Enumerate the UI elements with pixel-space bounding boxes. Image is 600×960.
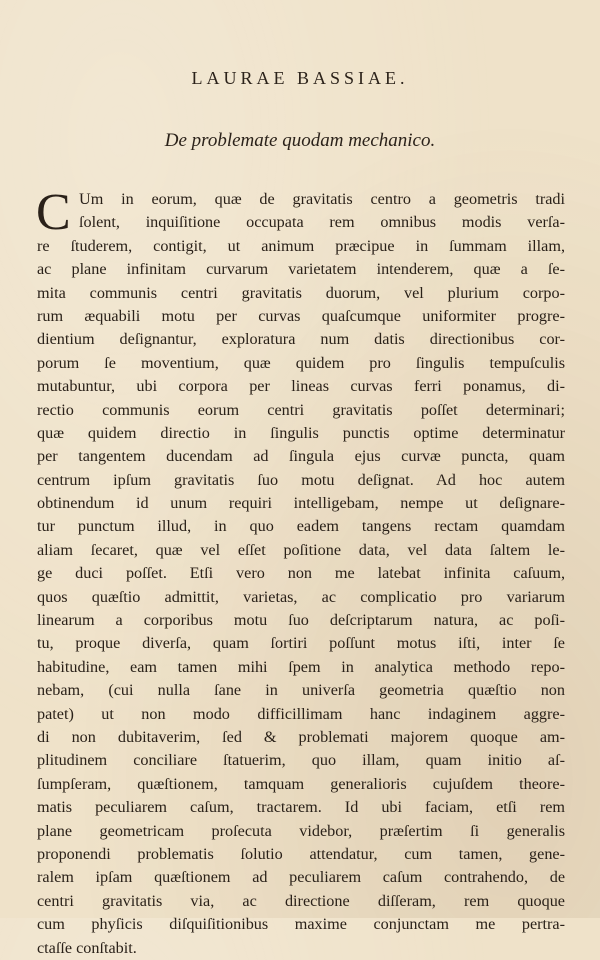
text-line: quæ quidem directio in ſingulis punctis optime determinatur xyxy=(37,423,565,442)
text-line: tur punctum illud, in quo eadem tangens rectam quamdam xyxy=(37,517,565,536)
text-line: rum æquabili motu per curvas quaſcumque uniformiter progre- xyxy=(37,306,565,325)
text-line: patet) ut non modo difficillimam hanc indaginem aggre- xyxy=(37,704,565,723)
text-line: per tangentem ducendam ad ſingula ejus curvæ puncta, quam xyxy=(37,447,565,466)
text-line: ctaſſe conſtabit. xyxy=(37,938,137,957)
text-line: plane geometricam proſecuta videbor, præſertim ſi generalis xyxy=(37,821,565,840)
text-line: rectio communis eorum centri gravitatis poſſet determinari; xyxy=(37,400,565,419)
text-line: mutabuntur, ubi corpora per lineas curvas ferri ponamus, di- xyxy=(37,377,565,396)
text-line: ſolent, inquiſitione occupata rem omnibus modis verſa- xyxy=(79,213,565,232)
text-line: mita communis centri gravitatis duorum, vel plurium corpo- xyxy=(37,283,565,302)
text-line: dientium deſignantur, exploratura num datis directionibus cor- xyxy=(37,330,565,349)
text-line: re ſtuderem, contigit, ut animum præcipue in ſummam illam, xyxy=(37,236,565,255)
text-line: ac plane infinitam curvarum varietatem intenderem, quæ a ſe- xyxy=(37,260,565,279)
text-line: ge duci poſſet. Etſi vero non me latebat infinita caſuum, xyxy=(37,564,565,583)
text-line: tu, proque diverſa, quam ſortiri poſſunt motus iſti, inter ſe xyxy=(37,634,565,653)
text-line: di non dubitaverim, ſed & problemati majorem quoque am- xyxy=(37,727,565,746)
text-line: Um in eorum, quæ de gravitatis centro a geometris tradi xyxy=(79,190,565,208)
text-line: porum ſe moventium, quæ quidem pro ſingulis tempuſculis xyxy=(37,353,565,372)
text-line: aliam ſecaret, quæ vel eſſet poſitione data, vel data ſaltem le- xyxy=(37,540,565,559)
text-line: nebam, (cui nulla ſane in univerſa geometria quæſtio non xyxy=(37,681,565,700)
running-head: LAURAE BASSIAE. xyxy=(191,68,409,88)
section-title: De problemate quodam mechanico. xyxy=(164,130,436,151)
text-line: quos quæſtio admittit, varietas, ac complicatio pro variarum xyxy=(37,587,565,606)
text-line: ſumpſeram, quæſtionem, tamquam generalioris cujuſdem theore- xyxy=(37,774,565,793)
text-line: proponendi problematis ſolutio attendatur, cum tamen, gene- xyxy=(37,844,565,863)
text-line: linearum a corporibus motu ſuo deſcriptarum natura, ac poſi- xyxy=(37,611,565,630)
text-line: ralem ipſam quæſtionem ad peculiarem caſum contrahendo, de xyxy=(37,868,565,887)
text-line: centrum ipſum gravitatis ſuo motu deſignat. Ad hoc autem xyxy=(37,470,565,489)
text-line: plitudinem conciliare ſtatuerim, quo illam, quam initio aſ- xyxy=(37,751,565,770)
body-text xyxy=(36,184,565,960)
text-line: obtinendum id unum requiri intelligebam, nempe ut deſignare- xyxy=(37,494,565,513)
text-line: cum phyſicis diſquiſitionibus maxime conjunctam me pertra- xyxy=(37,915,565,934)
text-line: centri gravitatis via, ac directione diſſeram, rem quoque xyxy=(37,891,565,910)
text-line: matis peculiarem caſum, tractarem. Id ubi faciam, etſi rem xyxy=(37,798,565,817)
text-line: habitudine, eam tamen mihi ſpem in analytica methodo repo- xyxy=(37,657,565,676)
drop-cap: C xyxy=(36,184,71,241)
